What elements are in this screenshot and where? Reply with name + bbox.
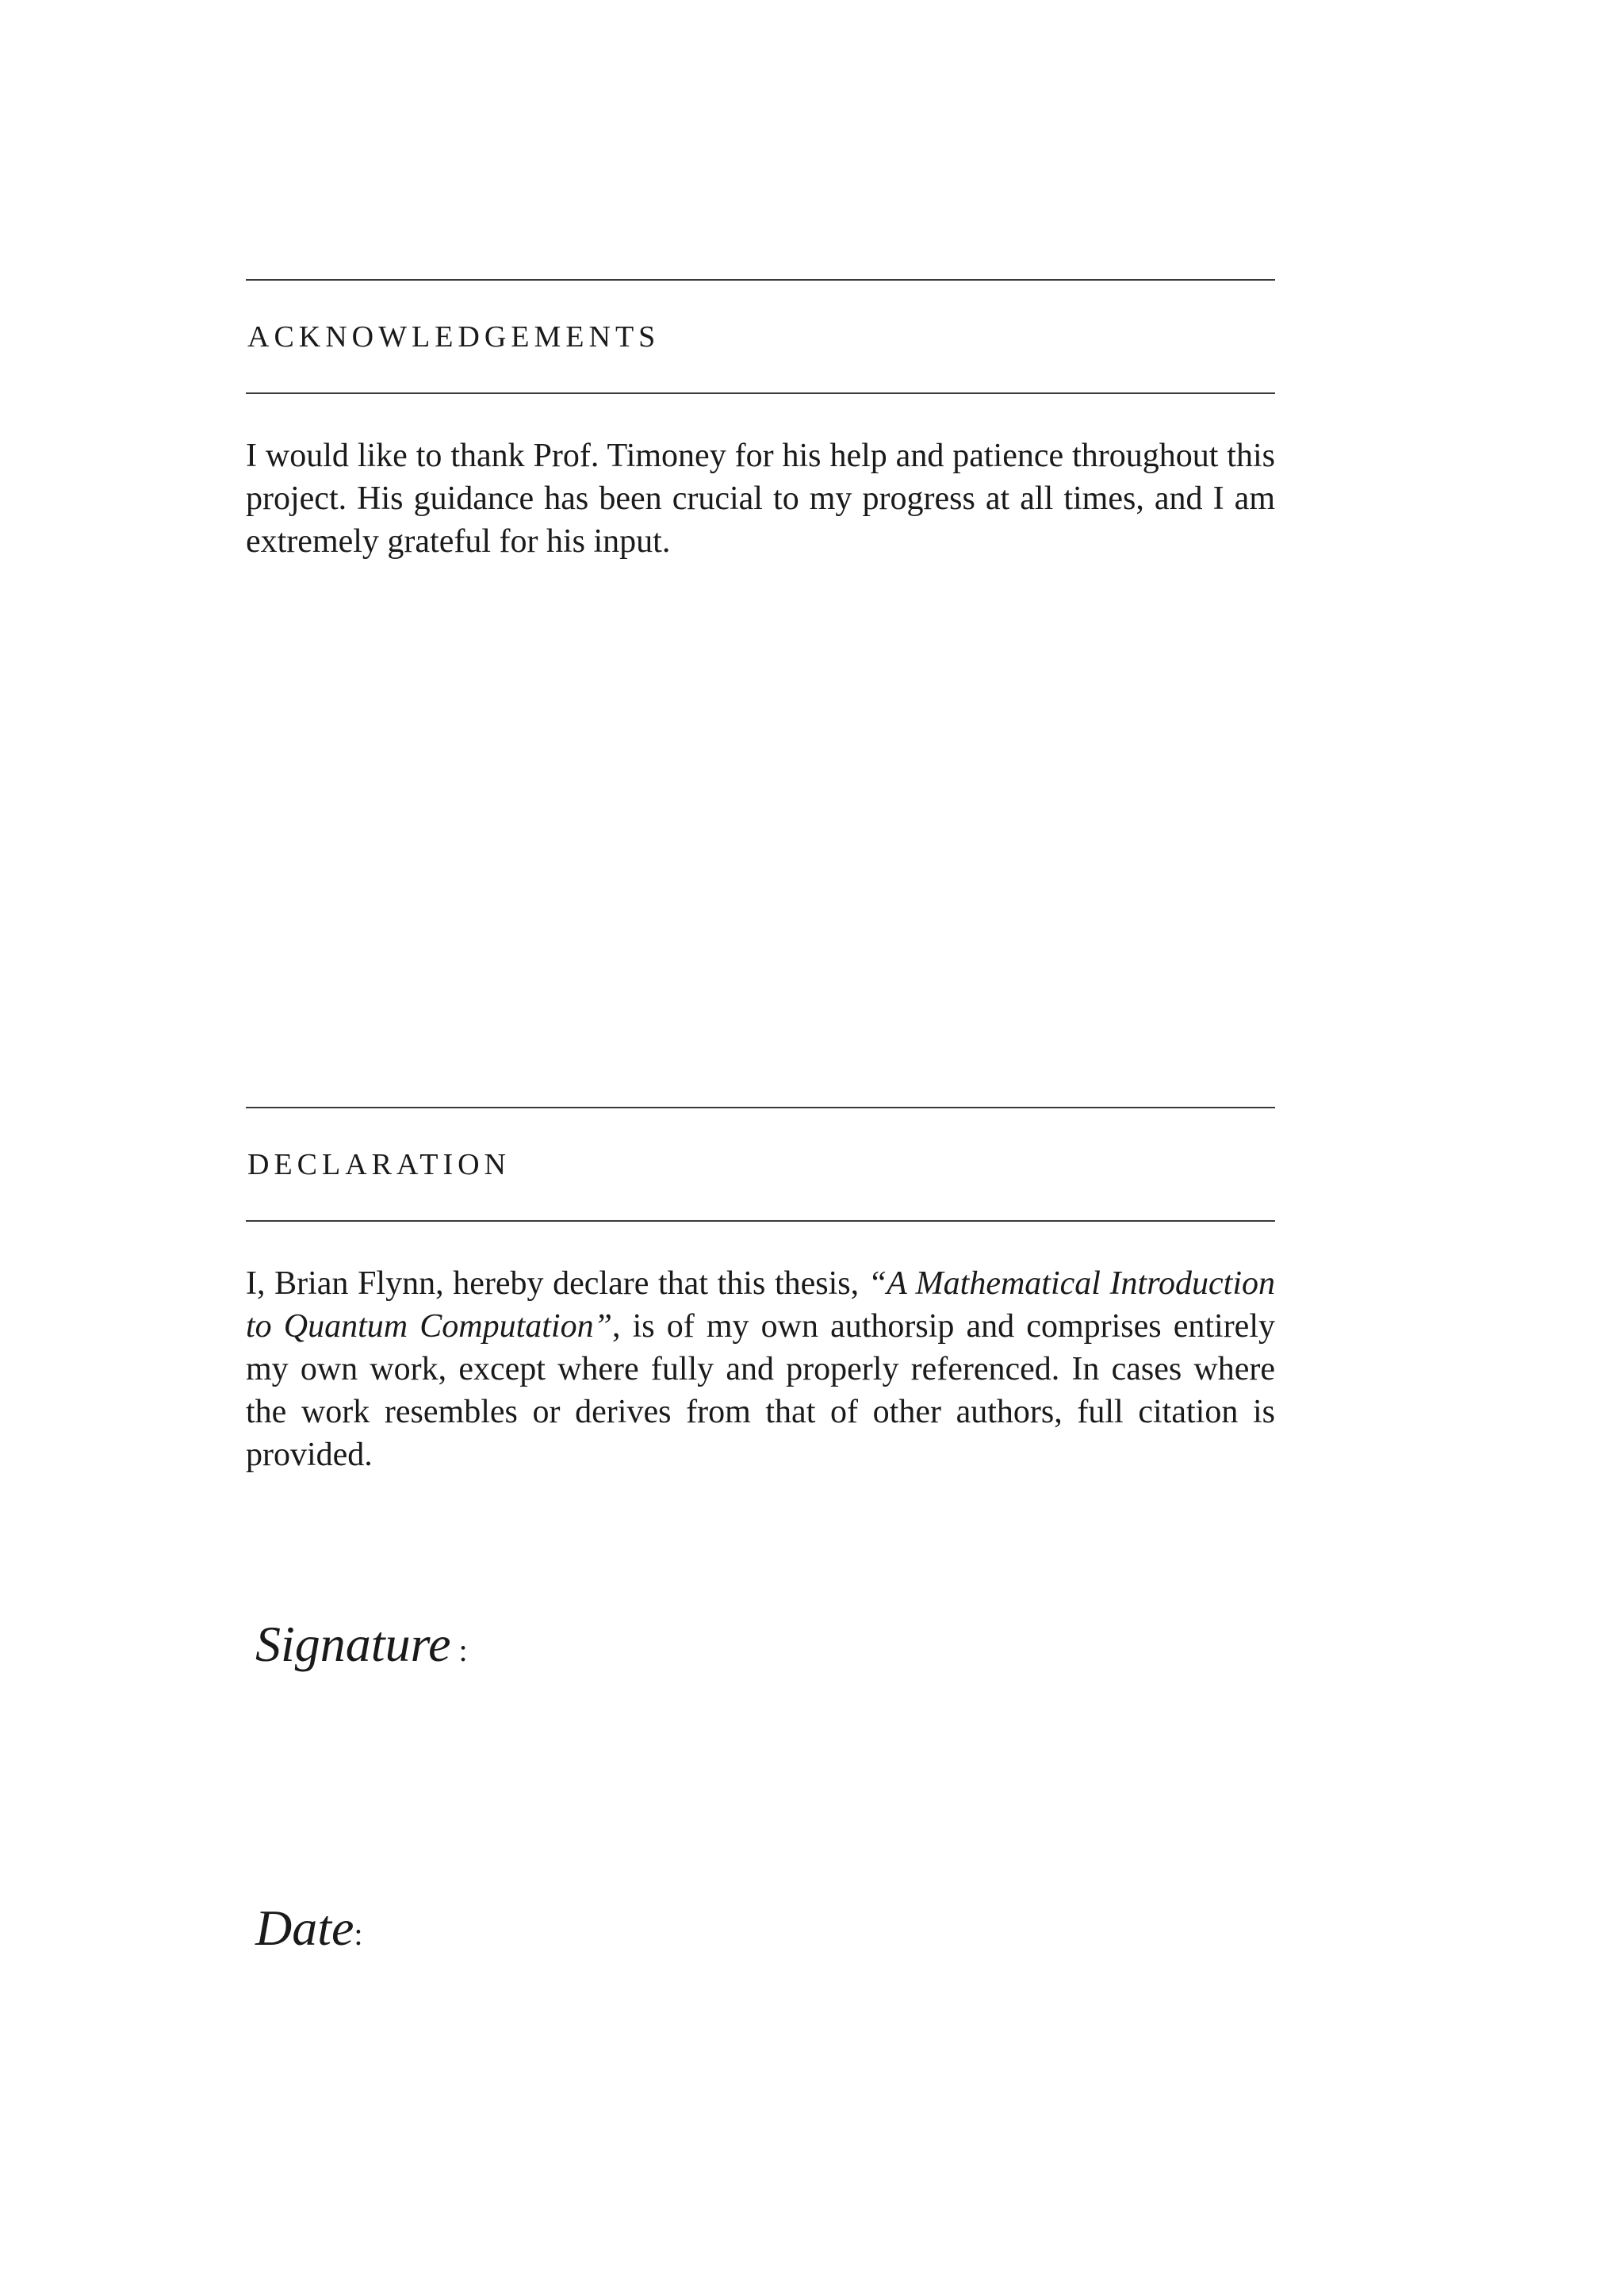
date-field bbox=[255, 1900, 363, 1956]
date-colon: : bbox=[354, 1916, 363, 1952]
declaration-bottom-rule bbox=[246, 1220, 1275, 1222]
date-label: Date bbox=[255, 1900, 354, 1956]
declaration-heading: DECLARATION bbox=[247, 1148, 511, 1181]
acknowledgements-body: I would like to thank Prof. Timoney for his help and patience throughout this project. His guidance has been crucial to my progress at all times, and I am extremely grateful for his input. bbox=[246, 438, 1275, 560]
signature-label: Signature bbox=[255, 1616, 451, 1672]
declaration-body-start: I, Brian Flynn, hereby declare that this thesis, bbox=[246, 1265, 868, 1302]
declaration-top-rule bbox=[246, 1107, 1275, 1108]
acknowledgements-heading: ACKNOWLEDGEMENTS bbox=[247, 320, 661, 354]
acknowledgements-top-rule bbox=[246, 279, 1275, 281]
declaration-body-end: , is of my own authorsip and comprises entirely my own work, except where fully and properly referenced. In cases where the work resembles or derives from that of other authors, full citation is provided. bbox=[246, 1308, 1275, 1473]
signature-colon: : bbox=[450, 1632, 468, 1668]
declaration-body bbox=[246, 1262, 1275, 1476]
acknowledgements-bottom-rule bbox=[246, 392, 1275, 394]
signature-field bbox=[255, 1616, 468, 1672]
thesis-title: “A Mathematical Introduction to Quantum Computation” bbox=[246, 1265, 1275, 1345]
